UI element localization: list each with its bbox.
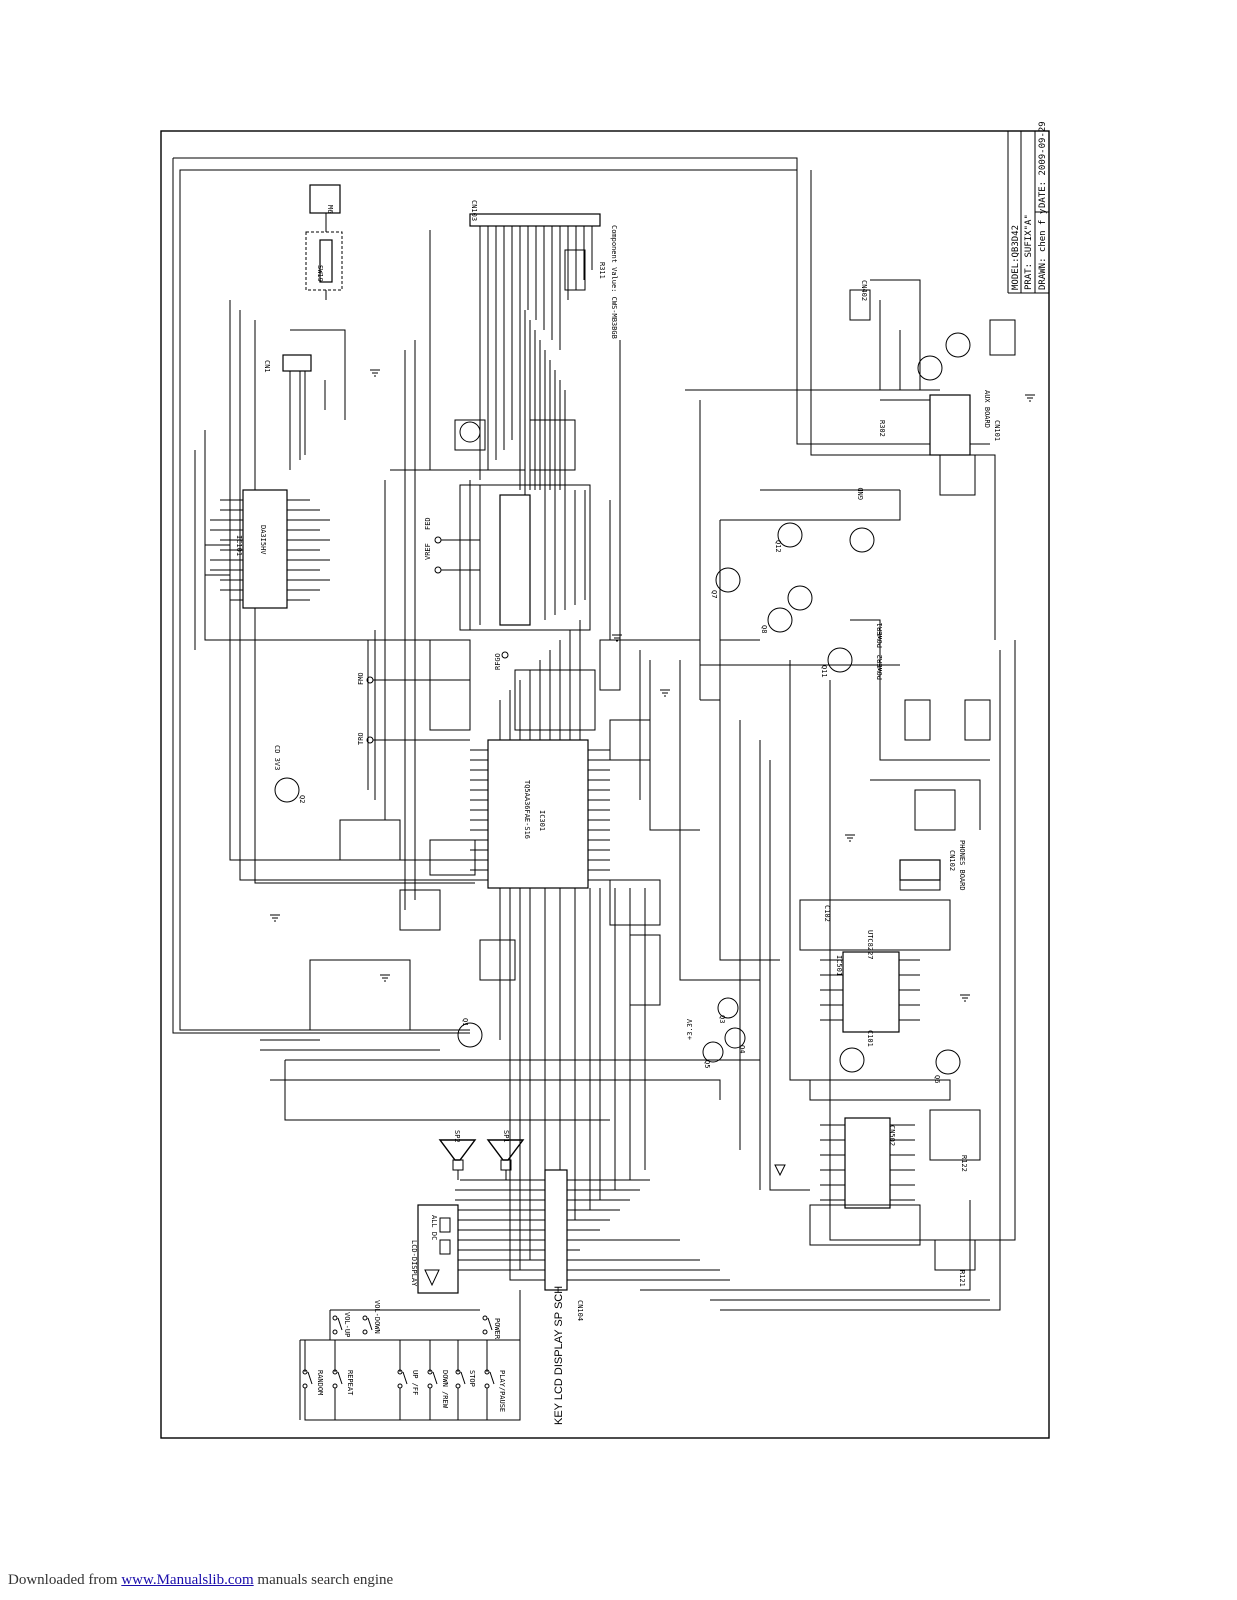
power-section — [700, 490, 900, 700]
cn104-label: CN104 — [576, 1300, 584, 1322]
fed-label: FED — [424, 517, 432, 530]
lcd-display — [410, 1205, 458, 1293]
q12-label: Q12 — [774, 540, 782, 553]
key-lcd-label: KEY LCD DISPLAY SP SCH — [553, 1285, 565, 1425]
switch-up-ff-label: UP /FF — [411, 1370, 419, 1396]
switch-play-pause-label: PLAY/PAUSE — [498, 1370, 506, 1413]
lcd-segments: ALL DC — [430, 1215, 438, 1241]
sp2-label: SP2 — [453, 1130, 461, 1143]
speaker-sp1 — [488, 1130, 523, 1170]
part-label: PRAT: SUFIX"A" — [1024, 214, 1034, 290]
ref-r122: R122 — [960, 1155, 968, 1172]
fmo-label: FMO — [357, 672, 365, 685]
ref-q6: Q6 — [933, 1075, 941, 1084]
switch-play-pause[interactable] — [485, 1370, 506, 1412]
manualslib-link[interactable]: www.Manualslib.com — [121, 1572, 254, 1588]
ic501 — [800, 900, 960, 1100]
switch-random-label: RANDOM — [316, 1370, 324, 1396]
switch-power-label: POWER — [493, 1318, 501, 1340]
footer-prefix: Downloaded from — [8, 1572, 122, 1588]
ref-r311: R311 — [598, 262, 606, 279]
v33-label: +3.3V — [686, 1018, 694, 1040]
q11-label: Q11 — [820, 665, 828, 678]
switch-up-ff[interactable] — [398, 1370, 419, 1395]
power2-label: POWER2 — [876, 654, 884, 680]
ref-q4: Q4 — [738, 1045, 746, 1054]
component-value-note: Component Value: CWS-MB3BGB — [610, 225, 618, 339]
ic501-part: UTC8227 — [866, 930, 874, 960]
switch-power[interactable] — [483, 1316, 501, 1340]
switch-random[interactable] — [303, 1370, 324, 1395]
power1-label: POWER1 — [876, 622, 884, 648]
ic301-part: TQ5AA36FAE-S16 — [523, 780, 531, 840]
ic501-label: IC501 — [835, 955, 843, 977]
ref-c102: C102 — [823, 905, 831, 922]
model-label: MODEL:QB3D42 — [1011, 224, 1021, 290]
q8-label: Q8 — [760, 625, 768, 634]
q7-label: Q7 — [710, 590, 718, 599]
switch-down-rew[interactable] — [428, 1370, 449, 1409]
ref-q3: Q3 — [718, 1015, 726, 1024]
motor-label: M6 — [326, 205, 334, 214]
aux-board-label: AUX BOARD — [983, 390, 991, 428]
switch-vol-up[interactable] — [333, 1312, 351, 1337]
aux-board — [850, 280, 1015, 495]
ic101 — [205, 490, 330, 608]
phones-board — [870, 700, 990, 891]
switch-stop[interactable] — [456, 1370, 476, 1388]
date-label: DATE: 2009-09-29 — [1038, 121, 1048, 208]
switch-vol-down-label: VOL-DOWN — [373, 1300, 381, 1334]
ic101-label: IC101 — [235, 535, 243, 557]
tro-label: TRO — [357, 732, 365, 745]
motor-switch-area — [306, 185, 342, 300]
cn103-label: CN103 — [470, 200, 478, 222]
switch-stop-label: STOP — [468, 1370, 476, 1387]
switch-repeat-label: REPEAT — [346, 1370, 354, 1396]
cd-3v3-label: CD 3V3 — [273, 745, 281, 771]
cn1-connector — [263, 340, 345, 470]
cn101-label: CN101 — [993, 420, 1001, 442]
cn402-label: CN402 — [860, 280, 868, 302]
ic301-label: IC301 — [538, 810, 546, 832]
ref-q2: Q2 — [298, 795, 306, 804]
cn104-connector — [455, 1170, 650, 1425]
ic101-part: DA3I5HV — [259, 525, 267, 555]
phones-board-label: PHONES BOARD — [958, 840, 966, 891]
switch-vol-down[interactable] — [363, 1300, 381, 1334]
switch-down-rew-label: DOWN /REW — [441, 1370, 449, 1408]
footer-suffix: manuals search engine — [253, 1572, 394, 1588]
speaker-sp2 — [440, 1130, 475, 1170]
title-block — [1008, 121, 1049, 293]
drawing-border — [161, 131, 1049, 1438]
lcd-label: LCD-DISPLAY — [410, 1240, 418, 1287]
drawn-label: DRAWN: chen f y — [1038, 208, 1048, 290]
cn1-label: CN1 — [263, 360, 271, 373]
sw19-label: SW19 — [316, 265, 324, 282]
cn502-label: CN502 — [888, 1125, 896, 1147]
ref-q1: Q1 — [461, 1018, 469, 1027]
keypad — [300, 1290, 520, 1420]
ref-c101: C101 — [866, 1030, 874, 1047]
rfgo-label: RFGO — [494, 653, 502, 670]
ref-r302: R302 — [878, 420, 886, 437]
gnd-label: GND — [857, 487, 865, 500]
switch-vol-up-label: VOL-UP — [343, 1312, 351, 1338]
ref-q5: Q5 — [703, 1060, 711, 1069]
switch-repeat[interactable] — [333, 1370, 354, 1396]
cn103-connector — [470, 200, 618, 480]
vref-label: VREF — [424, 543, 432, 560]
cn102-label: CN102 — [948, 850, 956, 872]
sp1-label: SP1 — [502, 1130, 510, 1143]
ref-r121: R121 — [958, 1270, 966, 1287]
footer — [8, 1572, 393, 1589]
